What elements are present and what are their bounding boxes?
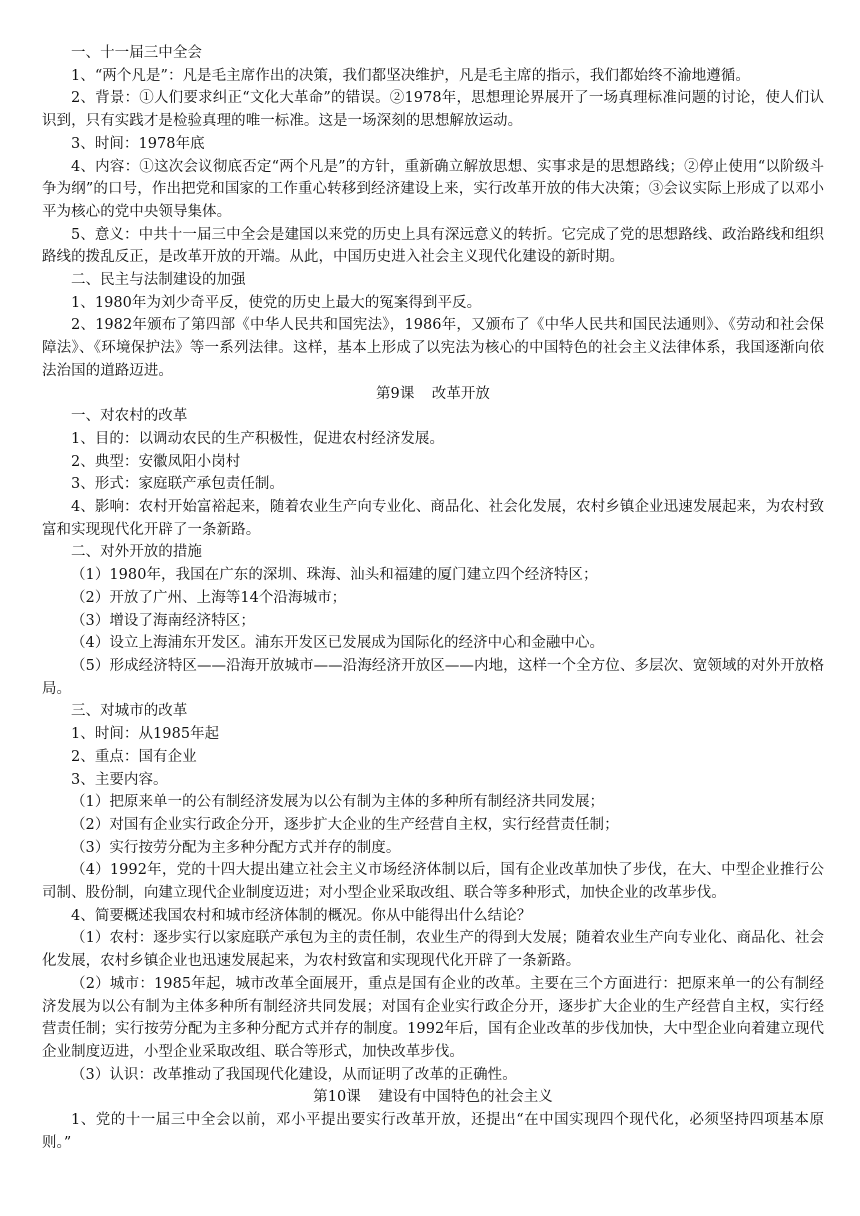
section-socialism: [42, 1109, 824, 1154]
paragraph-two-whatevers: 1、“两个凡是”：凡是毛主席作出的决策，我们都坚决维护，凡是毛主席的指示，我们都始终不渝地遵循。: [71, 67, 750, 84]
lesson-9-number: 第9课: [376, 385, 415, 402]
document-page: [42, 42, 824, 1154]
paragraph-typical: 2、典型：安徽凤阳小岗村: [71, 453, 241, 470]
paragraph-measure-5: （5）形成经济特区——沿海开放城市——沿海经济开放区——内地，这样一个全方位、多层次、宽领域的对外开放格局。: [42, 657, 824, 697]
section-third-plenum: [42, 42, 824, 383]
paragraph-four-principles: 1、党的十一届三中全会以前，邓小平提出要实行改革开放，还提出“在中国实现四个现代化，必须坚持四项基本原则。”: [42, 1112, 824, 1151]
lesson-9-title: [42, 383, 824, 406]
paragraph-content: 4、内容：①这次会议彻底否定“两个凡是”的方针，重新确立解放思想、实事求是的思想路线；②停止使用“以阶级斗争为纲”的口号，作出把党和国家的工作重心转移到经济建设上来，实行改革开放的伟大决策；③会议实际上形成了以邓小平为核心的党中央领导集体。: [42, 158, 824, 220]
paragraph-purpose: 1、目的：以调动农民的生产积极性，促进农村经济发展。: [71, 430, 445, 447]
paragraph-urban-time: 1、时间：从1985年起: [71, 726, 220, 743]
paragraph-answer-conclusion: （3）认识：改革推动了我国现代化建设，从而证明了改革的正确性。: [71, 1066, 517, 1083]
lesson-10-title: [42, 1086, 824, 1109]
lesson-10-name: 建设有中国特色的社会主义: [378, 1089, 553, 1106]
heading-third-plenum: 一、十一届三中全会: [71, 45, 202, 61]
lesson-10-number: 第10课: [313, 1089, 361, 1106]
paragraph-urban-focus: 2、重点：国有企业: [71, 748, 197, 765]
heading-opening-measures: 二、对外开放的措施: [71, 544, 202, 561]
paragraph-main-content: 3、主要内容。: [71, 771, 168, 788]
paragraph-content-3: （3）实行按劳分配为主多种分配方式并存的制度。: [71, 839, 401, 856]
paragraph-measure-1: （1）1980年，我国在广东的深圳、珠海、汕头和福建的厦门建立四个经济特区；: [71, 567, 598, 584]
paragraph-time: 3、时间：1978年底: [71, 135, 205, 152]
paragraph-measure-4: （4）设立上海浦东开发区。浦东开发区已发展成为国际化的经济中心和金融中心。: [71, 635, 605, 652]
paragraph-impact: 4、影响：农村开始富裕起来，随着农业生产向专业化、商品化、社会化发展，农村乡镇企业迅速发展起来，为农村致富和实现现代化开辟了一条新路。: [42, 499, 824, 538]
section-reform-opening: [42, 405, 824, 1086]
paragraph-answer-rural: （1）农村：逐步实行以家庭联产承包为主的责任制，农业生产的得到大发展；随着农业生产向专业化、商品化、社会化发展，农村乡镇企业也迅速发展起来，为农村致富和实现现代化开辟了一条新路。: [42, 930, 824, 970]
paragraph-content-4: （4）1992年，党的十四大提出建立社会主义市场经济体制以后，国有企业改革加快了步伐，在大、中型企业推行公司制、股份制，向建立现代企业制度迈进；对小型企业采取改组、联合等多种形式，加快企业的改革步伐。: [42, 862, 824, 902]
paragraph-measure-2: （2）开放了广州、上海等14个沿海城市；: [71, 589, 347, 606]
heading-urban-reform: 三、对城市的改革: [71, 703, 188, 720]
lesson-9-name: 改革开放: [431, 385, 490, 402]
paragraph-question: 4、简要概述我国农村和城市经济体制的概况。你从中能得出什么结论？: [71, 907, 532, 924]
paragraph-liu-shaoqi: 1、1980年为刘少奇平反，使党的历史上最大的冤案得到平反。: [71, 294, 482, 311]
paragraph-constitution: 2、1982年颁布了第四部《中华人民共和国宪法》，1986年，又颁布了《中华人民共和国民法通则》、《劳动和社会保障法》、《环境保护法》等一系列法律。这样，基本上形成了以宪法为核心的中国特色的社会主义法律体系，我国逐渐向依法治国的道路迈进。: [42, 317, 824, 379]
paragraph-measure-3: （3）增设了海南经济特区；: [71, 612, 255, 629]
paragraph-form: 3、形式：家庭联产承包责任制。: [71, 476, 284, 493]
heading-rural-reform: 一、对农村的改革: [71, 408, 188, 425]
paragraph-content-1: （1）把原来单一的公有制经济发展为以公有制为主体的多种所有制经济共同发展；: [71, 794, 605, 811]
paragraph-content-2: （2）对国有企业实行政企分开，逐步扩大企业的生产经营自主权，实行经营责任制；: [71, 816, 619, 833]
paragraph-background: 2、背景：①人们要求纠正“文化大革命”的错误。②1978年，思想理论界展开了一场真理标准问题的讨论，使人们认识到，只有实践才是检验真理的唯一标准。这是一场深刻的思想解放运动。: [42, 90, 824, 130]
paragraph-answer-urban: （2）城市：1985年起，城市改革全面展开，重点是国有企业的改革。主要在三个方面进行：把原来单一的公有制经济发展为以公有制为主体多种所有制经济共同发展；对国有企业实行政企分开，逐步扩大企业的生产经营自主权，实行经营责任制；实行按劳分配为主多种分配方式并存的制度。1992年后，国有企业改革的步伐加快，大中型企业向着建立现代企业制度迈进，小型企业采取改组、联合等形式，加快改革步伐。: [42, 975, 824, 1060]
heading-democracy-law: 二、民主与法制建设的加强: [71, 272, 246, 289]
paragraph-significance: 5、意义：中共十一届三中全会是建国以来党的历史上具有深远意义的转折。它完成了党的思想路线、政治路线和组织路线的拨乱反正，是改革开放的开端。从此，中国历史进入社会主义现代化建设的新时期。: [42, 226, 824, 266]
